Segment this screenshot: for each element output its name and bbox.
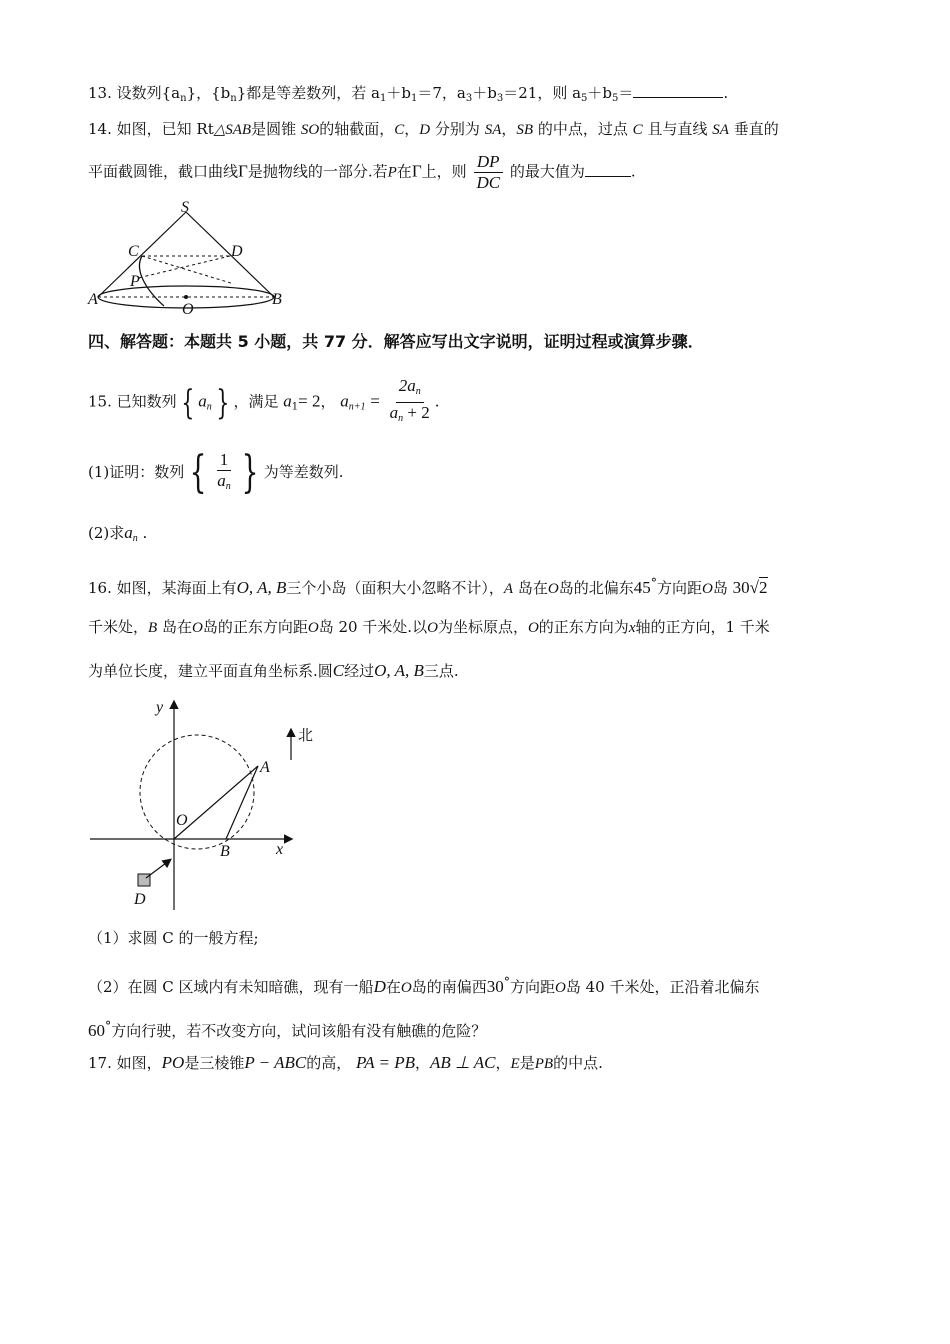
q16-line2: 千米处，B 岛在O岛的正东方向距O岛 20 千米处.以O为坐标原点，O的正东方向为x轴的正方向，1 千米 bbox=[88, 618, 770, 636]
label-o: O bbox=[182, 301, 194, 318]
fraction-dp-dc: $\frac{DP}{DC}$ bbox=[473, 152, 503, 193]
q16-line1: 16. 如图，某海面上有O, A, B三个小岛（面积大小忽略不计），A 岛在O岛的北偏东45°方向距O岛 30√2 bbox=[88, 575, 768, 597]
label-o: O bbox=[176, 812, 188, 829]
label-x: x bbox=[276, 841, 284, 858]
label-a: A bbox=[260, 759, 270, 776]
q14-line2: 平面截圆锥，截口曲线Γ是抛物线的一部分.若P在Γ上，则 $\frac{DP}{DC}$ 的最大值为 . bbox=[88, 152, 636, 192]
q16-part2-line2: 60°方向行驶，若不改变方向，试问该船有没有触礁的危险？ bbox=[88, 1018, 487, 1040]
coordinate-figure bbox=[86, 694, 326, 914]
answer-blank[interactable] bbox=[585, 162, 631, 177]
label-north: 北 bbox=[298, 726, 314, 744]
label-d: D bbox=[134, 891, 146, 908]
cone-figure bbox=[86, 198, 296, 318]
label-c: C bbox=[128, 243, 139, 260]
q17-line: 17. 如图，PO是三棱锥P − ABC的高， PA = PB，AB ⊥ AC，E是PB的中点. bbox=[88, 1053, 603, 1072]
label-p: P bbox=[130, 273, 140, 290]
answer-blank[interactable] bbox=[633, 83, 723, 98]
q16-line3: 为单位长度，建立平面直角坐标系.圆C经过O, A, B三点. bbox=[88, 661, 459, 680]
label-b: B bbox=[220, 843, 230, 860]
q14-line1: 14. 如图，已知 Rt△SAB是圆锥 SO的轴截面，C，D 分别为 SA，SB 的中点，过点 C 且与直线 SA 垂直的 bbox=[88, 120, 779, 138]
q16-part1: （1）求圆 C 的一般方程; bbox=[88, 929, 259, 947]
label-d: D bbox=[231, 243, 243, 260]
label-b: B bbox=[272, 291, 282, 308]
label-a: A bbox=[88, 291, 98, 308]
q15-part1: (1)证明：数列 { $\frac{1}{a_n}$ } 为等差数列. bbox=[88, 447, 344, 498]
q16-part2-line1: （2）在圆 C 区域内有未知暗礁，现有一船D在O岛的南偏西30°方向距O岛 40 千米处，正沿着北偏东 bbox=[88, 974, 760, 996]
label-y: y bbox=[156, 699, 164, 716]
q15-line: 15. 已知数列 { $a_n$ } ，满足 $a_1= 2$， $a_{n+1}$ = $\frac{2a_n}{a_n + 2}$ . bbox=[88, 376, 440, 430]
q13-line: 13. 设数列$\{a_n\}$，$\{b_n\}$都是等差数列，若 $a_1+b_1=7$，$a_3+b_3=21$，则 $a_5+b_5=$ . bbox=[88, 84, 729, 104]
q15-part2: (2)求$a_n$ . bbox=[88, 523, 148, 544]
section-heading: 四、解答题：本题共 5 小题，共 77 分．解答应写出文字说明，证明过程或演算步骤． bbox=[88, 332, 704, 351]
label-s: S bbox=[181, 199, 189, 216]
fraction-recurrence: $\frac{2a_n}{a_n + 2}$ bbox=[389, 376, 430, 424]
